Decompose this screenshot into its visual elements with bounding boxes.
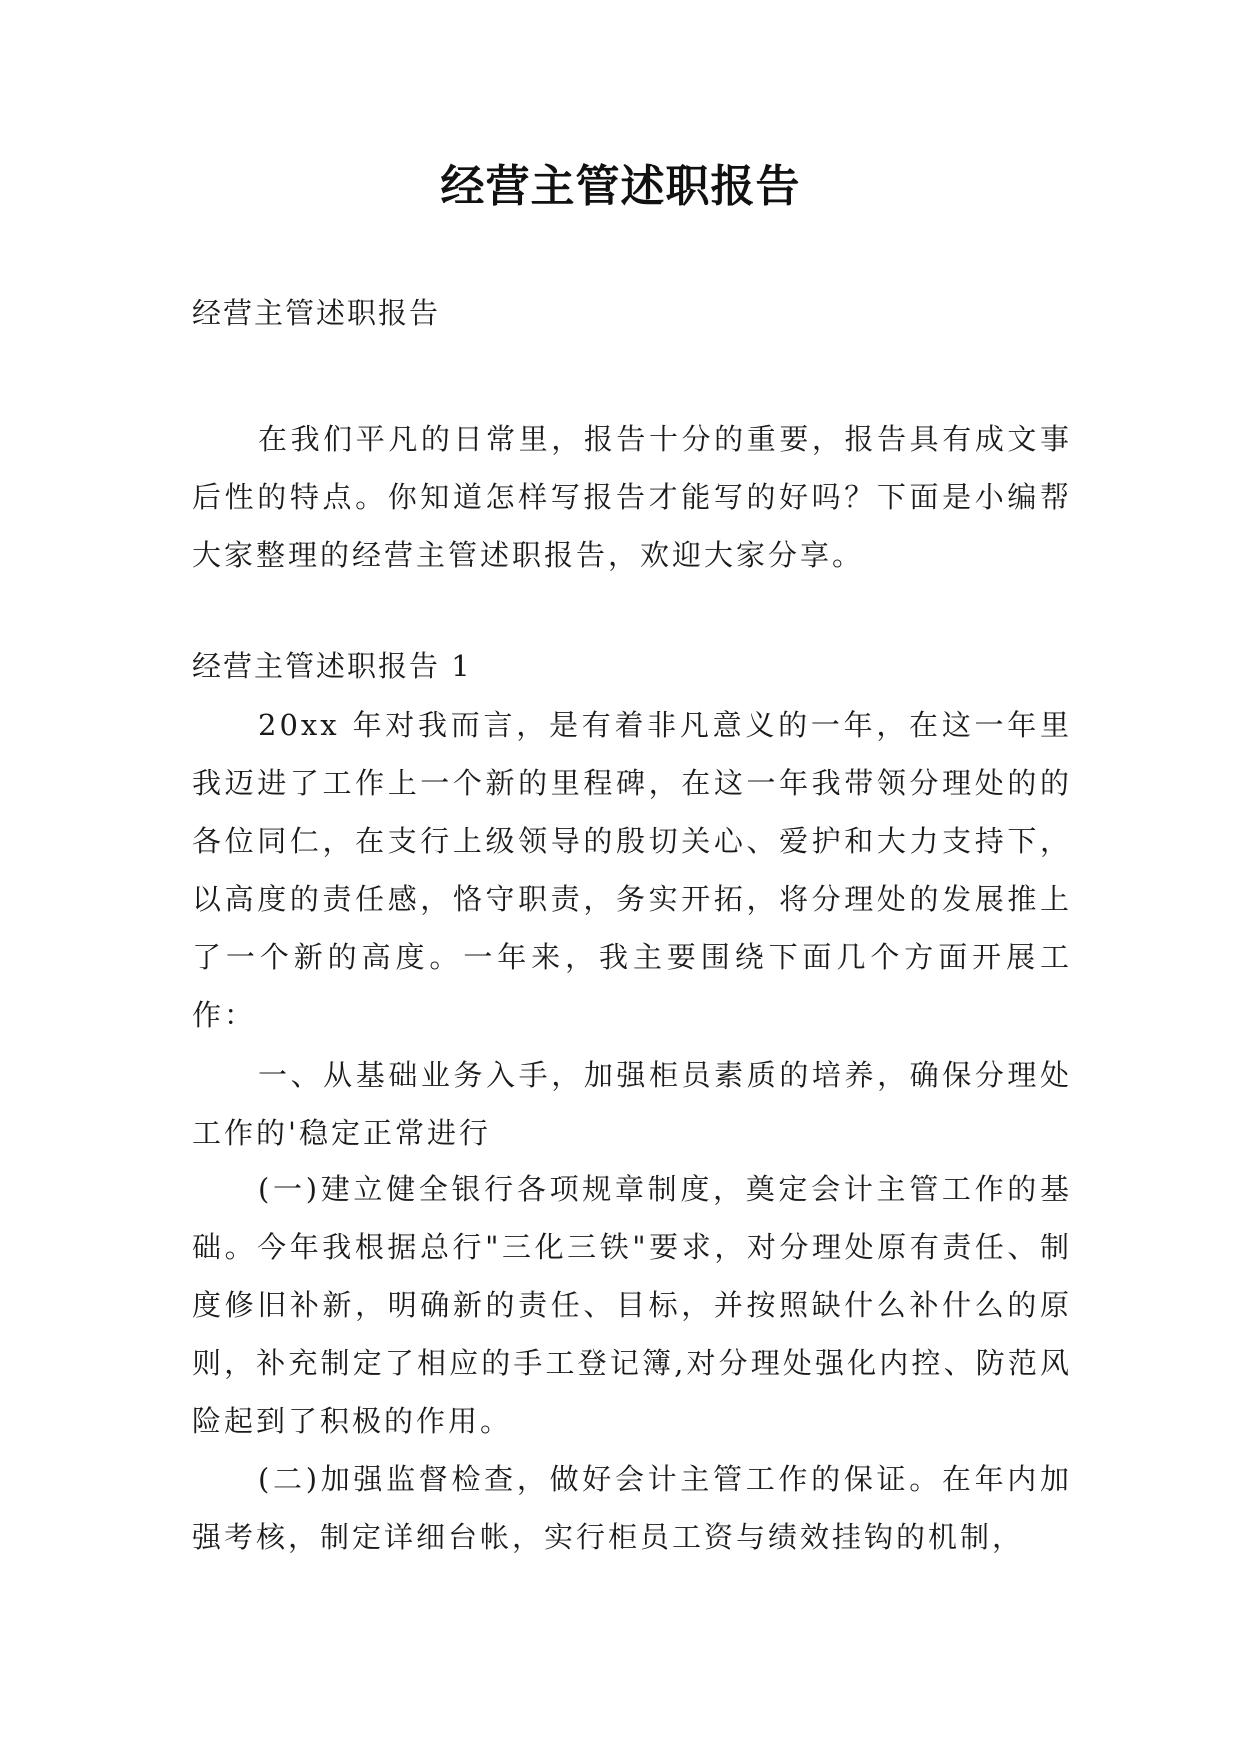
document-title: 经营主管述职报告 (440, 161, 801, 212)
body-paragraph-3: (一)建立健全银行各项规章制度，奠定会计主管工作的基础。今年我根据总行"三化三铁"要求，对分理处原有责任、制度修旧补新，明确新的责任、目标，并按照缺什么补什么的原则，补充制定了相应的手工登记簿,对分理处强化内控、防范风险起到了积极的作用。 (192, 1172, 1072, 1438)
intro-paragraph: 在我们平凡的日常里，报告十分的重要，报告具有成文事后性的特点。你知道怎样写报告才能写的好吗？下面是小编帮大家整理的经营主管述职报告，欢迎大家分享。 (192, 422, 1072, 572)
document-subtitle: 经营主管述职报告 (192, 296, 441, 330)
section-heading: 经营主管述职报告 1 (192, 649, 472, 683)
body-paragraph-2: 一、从基础业务入手，加强柜员素质的培养，确保分理处工作的'稳定正常进行 (192, 1058, 1072, 1150)
body-paragraph-4: (二)加强监督检查，做好会计主管工作的保证。在年内加强考核，制定详细台帐，实行柜员工资与绩效挂钩的机制， (192, 1462, 1072, 1554)
body-paragraph-1: 20xx 年对我而言，是有着非凡意义的一年，在这一年里我迈进了工作上一个新的里程碑，在这一年我带领分理处的的各位同仁，在支行上级领导的殷切关心、爱护和大力支持下，以高度的责任感，恪守职责，务实开拓，将分理处的发展推上了一个新的高度。一年来，我主要围绕下面几个方面开展工作： (192, 708, 1072, 1032)
